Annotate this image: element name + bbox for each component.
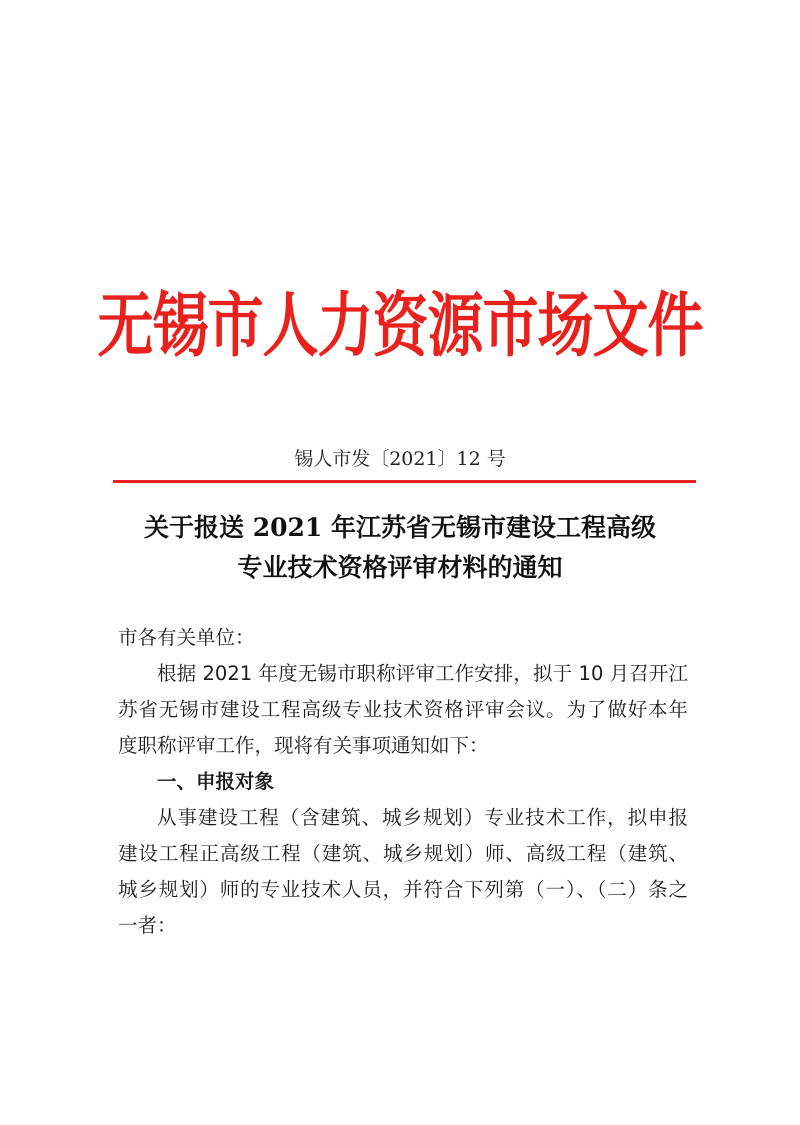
paragraph-1-line-3: 度职称评审工作，现将有关事项通知如下： xyxy=(118,734,489,757)
paragraph-2-line-1: 从事建设工程（含建筑、城乡规划）专业技术工作，拟申报 xyxy=(157,806,688,829)
paragraph-2-line-3: 城乡规划）师的专业技术人员，并符合下列第（一）、（二）条之 xyxy=(118,878,688,901)
paragraph-1-line-1: 根据 2021 年度无锡市职称评审工作安排，拟于 10 月召开江 xyxy=(157,662,688,685)
paragraph-2-line-2: 建设工程正高级工程（建筑、城乡规划）师、高级工程（建筑、 xyxy=(118,842,688,865)
notice-title xyxy=(0,508,800,588)
notice-title-line-2: 专业技术资格评审材料的通知 xyxy=(237,553,563,582)
red-separator-line xyxy=(113,480,696,483)
paragraph-2-line-4: 一者： xyxy=(118,914,177,937)
notice-title-line-1: 关于报送 2021 年江苏省无锡市建设工程高级 xyxy=(144,513,656,542)
paragraph-1-line-2: 苏省无锡市建设工程高级专业技术资格评审会议。为了做好本年 xyxy=(118,698,688,721)
issuing-authority-header: 无锡市人力资源市场文件 xyxy=(97,284,703,367)
document-number: 锡人市发〔2021〕12 号 xyxy=(294,448,506,470)
salutation: 市各有关单位： xyxy=(118,626,255,649)
section-heading-application-targets: 一、申报对象 xyxy=(157,770,275,793)
